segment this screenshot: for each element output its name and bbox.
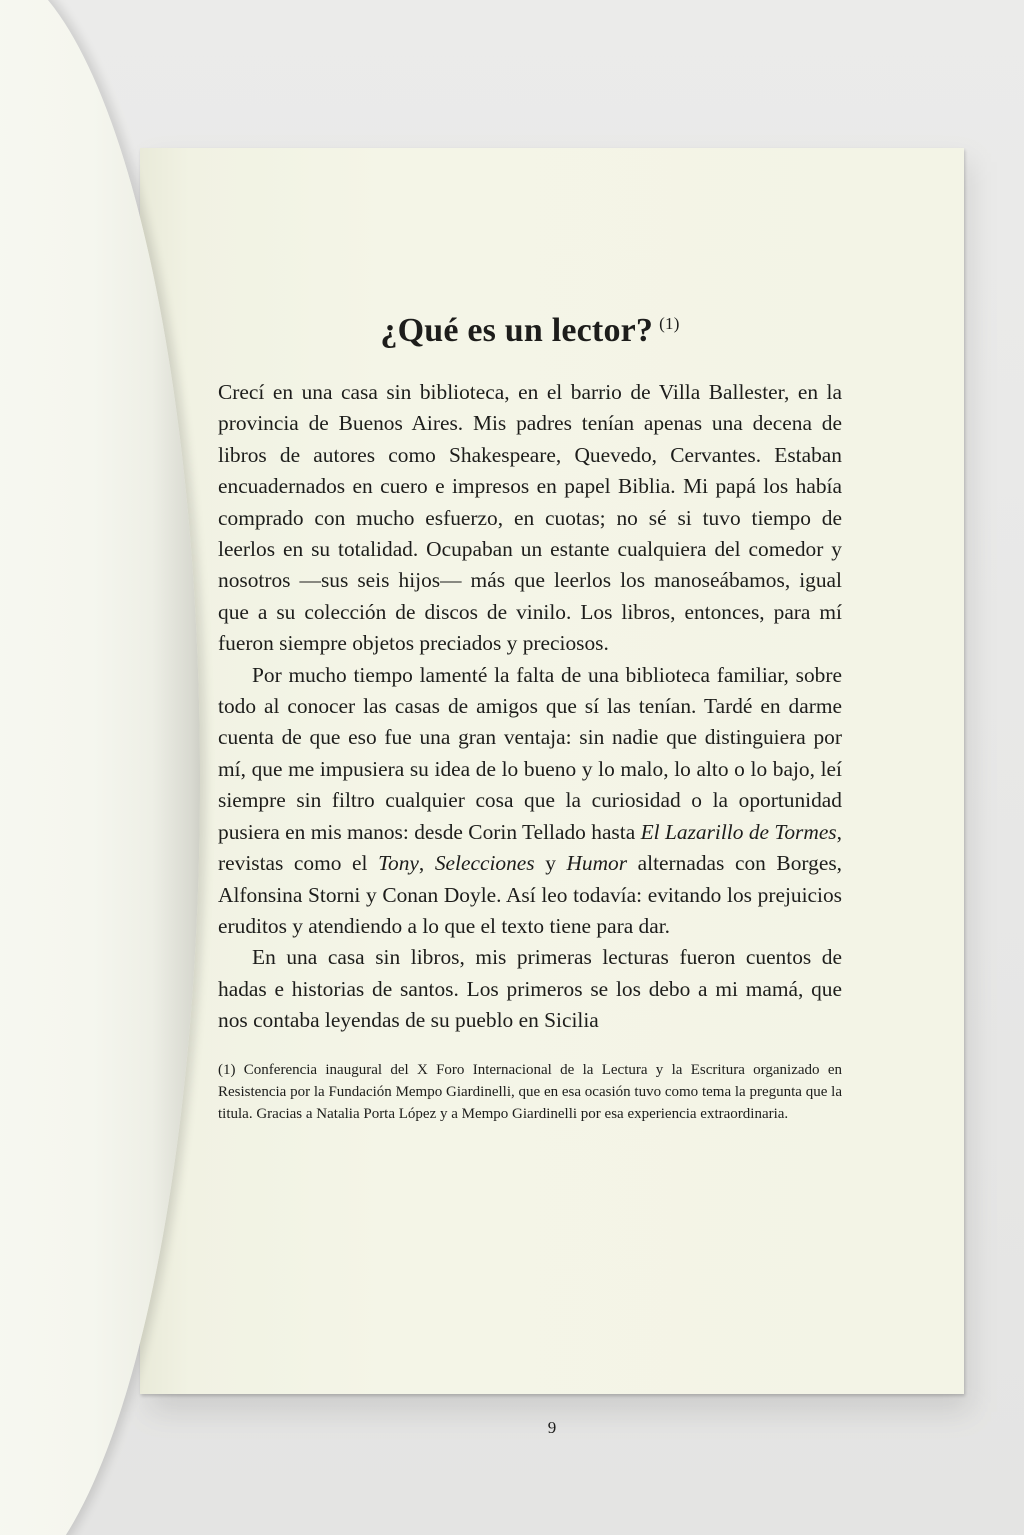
chapter-title bbox=[218, 300, 842, 355]
text-segment: En una casa sin libros, mis primeras lecturas fueron cuentos de hadas e historias de santos. Los primeros se los debo a mi mamá, que nos contaba leyendas de su pueblo en Sicilia bbox=[218, 945, 842, 1033]
italic-title: Selecciones bbox=[434, 851, 535, 876]
text-segment: Por mucho tiempo lamenté la falta de una biblioteca familiar, sobre todo al conocer las casas de amigos que sí las tenían. Tardé en darme cuenta de que eso fue una gran ventaja: sin nadie que distinguiera por mí, que me impusiera su idea de lo bueno y lo malo, lo alto o lo bajo, leí siempre sin filtro cualquier cosa que la curiosidad o la oportunidad pusiera en mis manos: desde Corin Tellado hasta bbox=[218, 662, 842, 844]
text-segment: alternadas con Borges, Alfonsina Storni y Conan Doyle. Así leo todavía: evitando los prejuicios eruditos y atendiendo a lo que el texto tiene para dar. bbox=[218, 851, 842, 938]
text-segment: , revistas como el bbox=[218, 819, 842, 876]
chapter-title-text: ¿Qué es un lector? bbox=[380, 312, 654, 349]
page-text bbox=[218, 300, 842, 1140]
page-number: 9 bbox=[547, 1418, 557, 1437]
text-segment: y bbox=[534, 851, 567, 876]
footnote: (1) Conferencia inaugural del X Foro Internacional de la Lectura y la Escritura organizado en Resistencia por la Fundación Mempo Giardinelli, que en esa ocasión tuvo como tema la pregunta que la titula. Gracias a Natalia Porta López y a Mempo Giardinelli por esa experiencia extraordinaria. bbox=[218, 1061, 842, 1122]
text-segment: , bbox=[418, 851, 435, 876]
italic-title: Tony bbox=[378, 851, 419, 876]
text-segment: Crecí en una casa sin biblioteca, en el barrio de Villa Ballester, en la provincia de Buenos Aires. Mis padres tenían apenas una decena de libros de autores como Shakespeare, Quevedo, Cervantes. Estaban encuadernados en cuero e impresos en papel Biblia. Mi papá los había comprado con mucho esfuerzo, en cuotas; no sé si tuvo tiempo de leerlos en su totalidad. Ocupaban un estante cualquiera del comedor y nosotros —sus seis hijos— más que leerlos los manoseábamos, igual que a su colección de discos de vinilo. Los libros, entonces, para mí fueron siempre objetos preciados y preciosos. bbox=[218, 380, 842, 656]
body-text bbox=[218, 377, 842, 1037]
paragraph bbox=[218, 660, 842, 943]
italic-title: Humor bbox=[566, 851, 628, 876]
paragraph bbox=[218, 377, 842, 660]
paragraph bbox=[218, 942, 842, 1036]
italic-title: El Lazarillo de Tormes bbox=[640, 819, 837, 844]
footnote-marker: (1) bbox=[659, 314, 680, 333]
